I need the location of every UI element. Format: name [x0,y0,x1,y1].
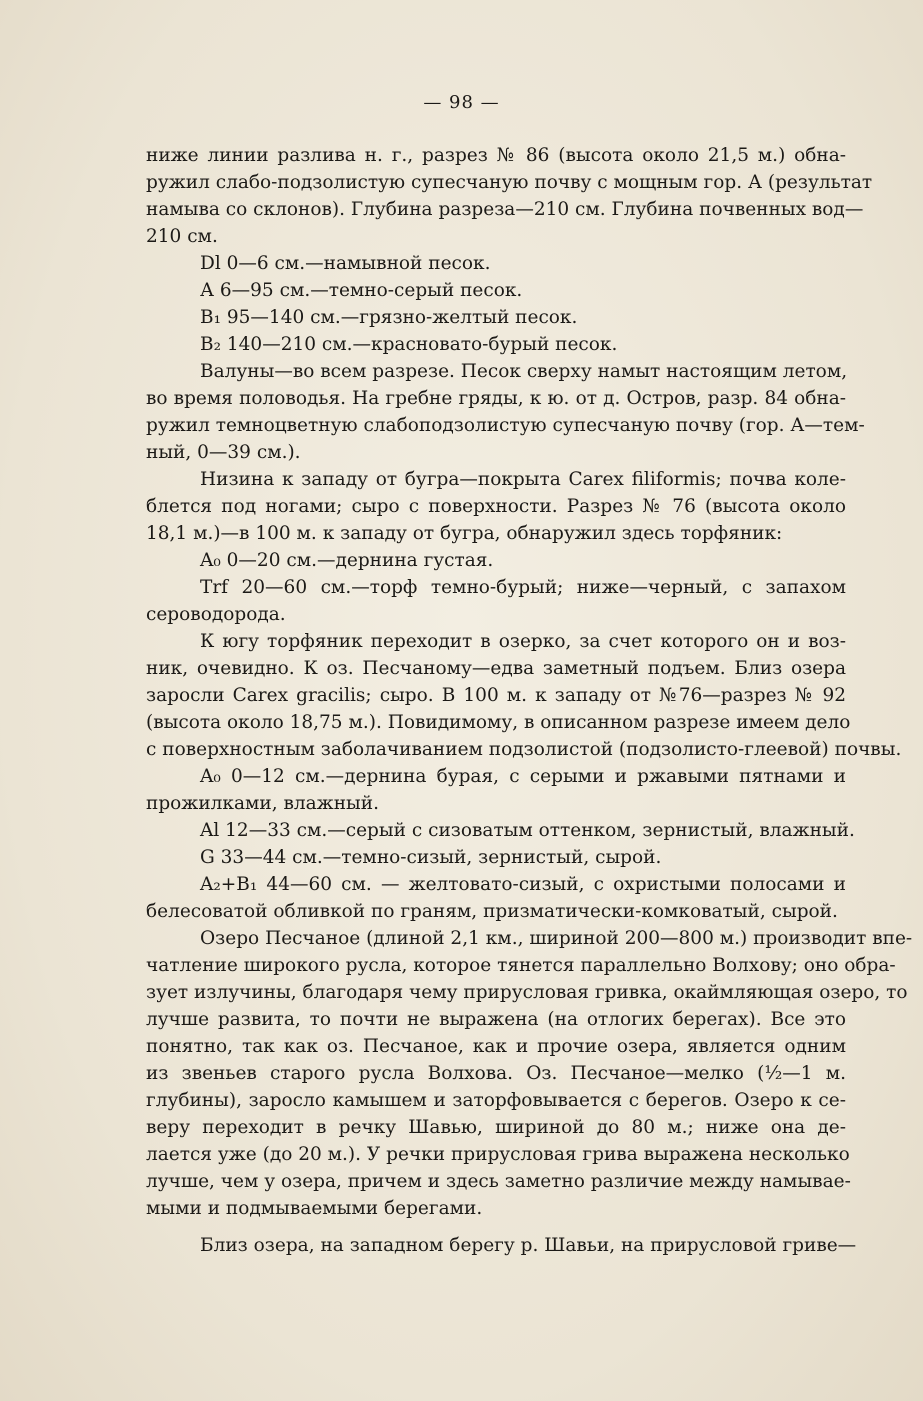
text-line: B₂ 140—210 см.—красновато-бурый песок. [200,334,618,355]
text-line: ружил слабо-подзолистую супесчаную почву с мощным гор. А (результат [146,172,873,193]
text-line: ный, 0—39 см.). [146,442,301,463]
text-line: (высота около 18,75 м.). Повидимому, в описанном разрезе имеем дело [146,712,851,733]
text-line: 210 см. [146,226,218,247]
text-line: зует излучины, благодаря чему прирусловая гривка, окаймляющая озеро, то [146,982,908,1003]
body-text [146,142,913,1259]
text-line: A₂+B₁ 44—60 см. — желтовато-сизый, с охристыми полосами и [200,874,846,895]
text-line: из звеньев старого русла Волхова. Оз. Песчаное—мелко (½—1 м. [146,1063,846,1084]
text-line: Dl 0—6 см.—намывной песок. [200,253,491,274]
page-number: — 98 — [423,92,500,113]
text-line: во время половодья. На гребне гряды, к ю. от д. Остров, разр. 84 обна- [146,388,846,409]
text-line: A₀ 0—20 см.—дернина густая. [200,550,494,571]
text-line: с поверхностным заболачиванием подзолистой (подзолисто-глеевой) почвы. [146,739,902,760]
text-line: лается уже (до 20 м.). У речки прирусловая грива выражена несколько [146,1144,850,1165]
text-line: Trf 20—60 см.—торф темно-бурый; ниже—черный, с запахом [200,577,846,598]
text-line: лучше развита, то почти не выражена (на отлогих берегах). Все это [146,1009,846,1030]
text-line: К югу торфяник переходит в озерко, за счет которого он и воз- [200,631,846,652]
text-line: намыва со склонов). Глубина разреза—210 см. Глубина почвенных вод— [146,199,864,220]
text-line: ник, очевидно. К оз. Песчаному—едва заметный подъем. Близ озера [146,658,846,679]
text-line: 18,1 м.)—в 100 м. к западу от бугра, обнаружил здесь торфяник: [146,523,783,544]
text-line: Близ озера, на западном берегу р. Шавьи, на прирусловой гриве— [200,1235,857,1256]
text-line: ружил темноцветную слабоподзолистую супесчаную почву (гор. А—тем- [146,415,865,436]
text-line: блется под ногами; сыро с поверхности. Разрез № 76 (высота около [146,496,846,517]
text-line: прожилками, влажный. [146,793,379,814]
text-line: Al 12—33 см.—серый с сизоватым оттенком, зернистый, влажный. [200,820,855,841]
text-line: сероводорода. [146,604,286,625]
text-line: Озеро Песчаное (длиной 2,1 км., шириной 200—800 м.) производит впе- [200,928,913,949]
text-line: G 33—44 см.—темно-сизый, зернистый, сырой. [200,847,662,868]
text-line: Валуны—во всем разрезе. Песок сверху намыт настоящим летом, [200,361,848,382]
text-line: белесоватой обливкой по граням, призматически-комковатый, сырой. [146,901,838,922]
text-line: заросли Carex gracilis; сыро. В 100 м. к западу от №76—разрез № 92 [146,685,846,706]
text-line: чатление широкого русла, которое тянется параллельно Волхову; оно обра- [146,955,896,976]
text-line: мыми и подмываемыми берегами. [146,1198,483,1219]
text-line: А 6—95 см.—темно-серый песок. [200,280,523,301]
text-line: A₀ 0—12 см.—дернина бурая, с серыми и ржавыми пятнами и [200,766,846,787]
text-line: B₁ 95—140 см.—грязно-желтый песок. [200,307,578,328]
text-line: глубины), заросло камышем и заторфовывается с берегов. Озеро к се- [146,1090,846,1111]
text-line: понятно, так как оз. Песчаное, как и прочие озера, является одним [146,1036,846,1057]
text-line: ниже линии разлива н. г., разрез № 86 (высота около 21,5 м.) обна- [146,145,846,166]
text-line: веру переходит в речку Шавью, шириной до 80 м.; ниже она де- [146,1117,846,1138]
text-line: лучше, чем у озера, причем и здесь заметно различие между намывае- [146,1171,851,1192]
text-line: Низина к западу от бугра—покрыта Carex filiformis; почва коле- [200,469,846,490]
